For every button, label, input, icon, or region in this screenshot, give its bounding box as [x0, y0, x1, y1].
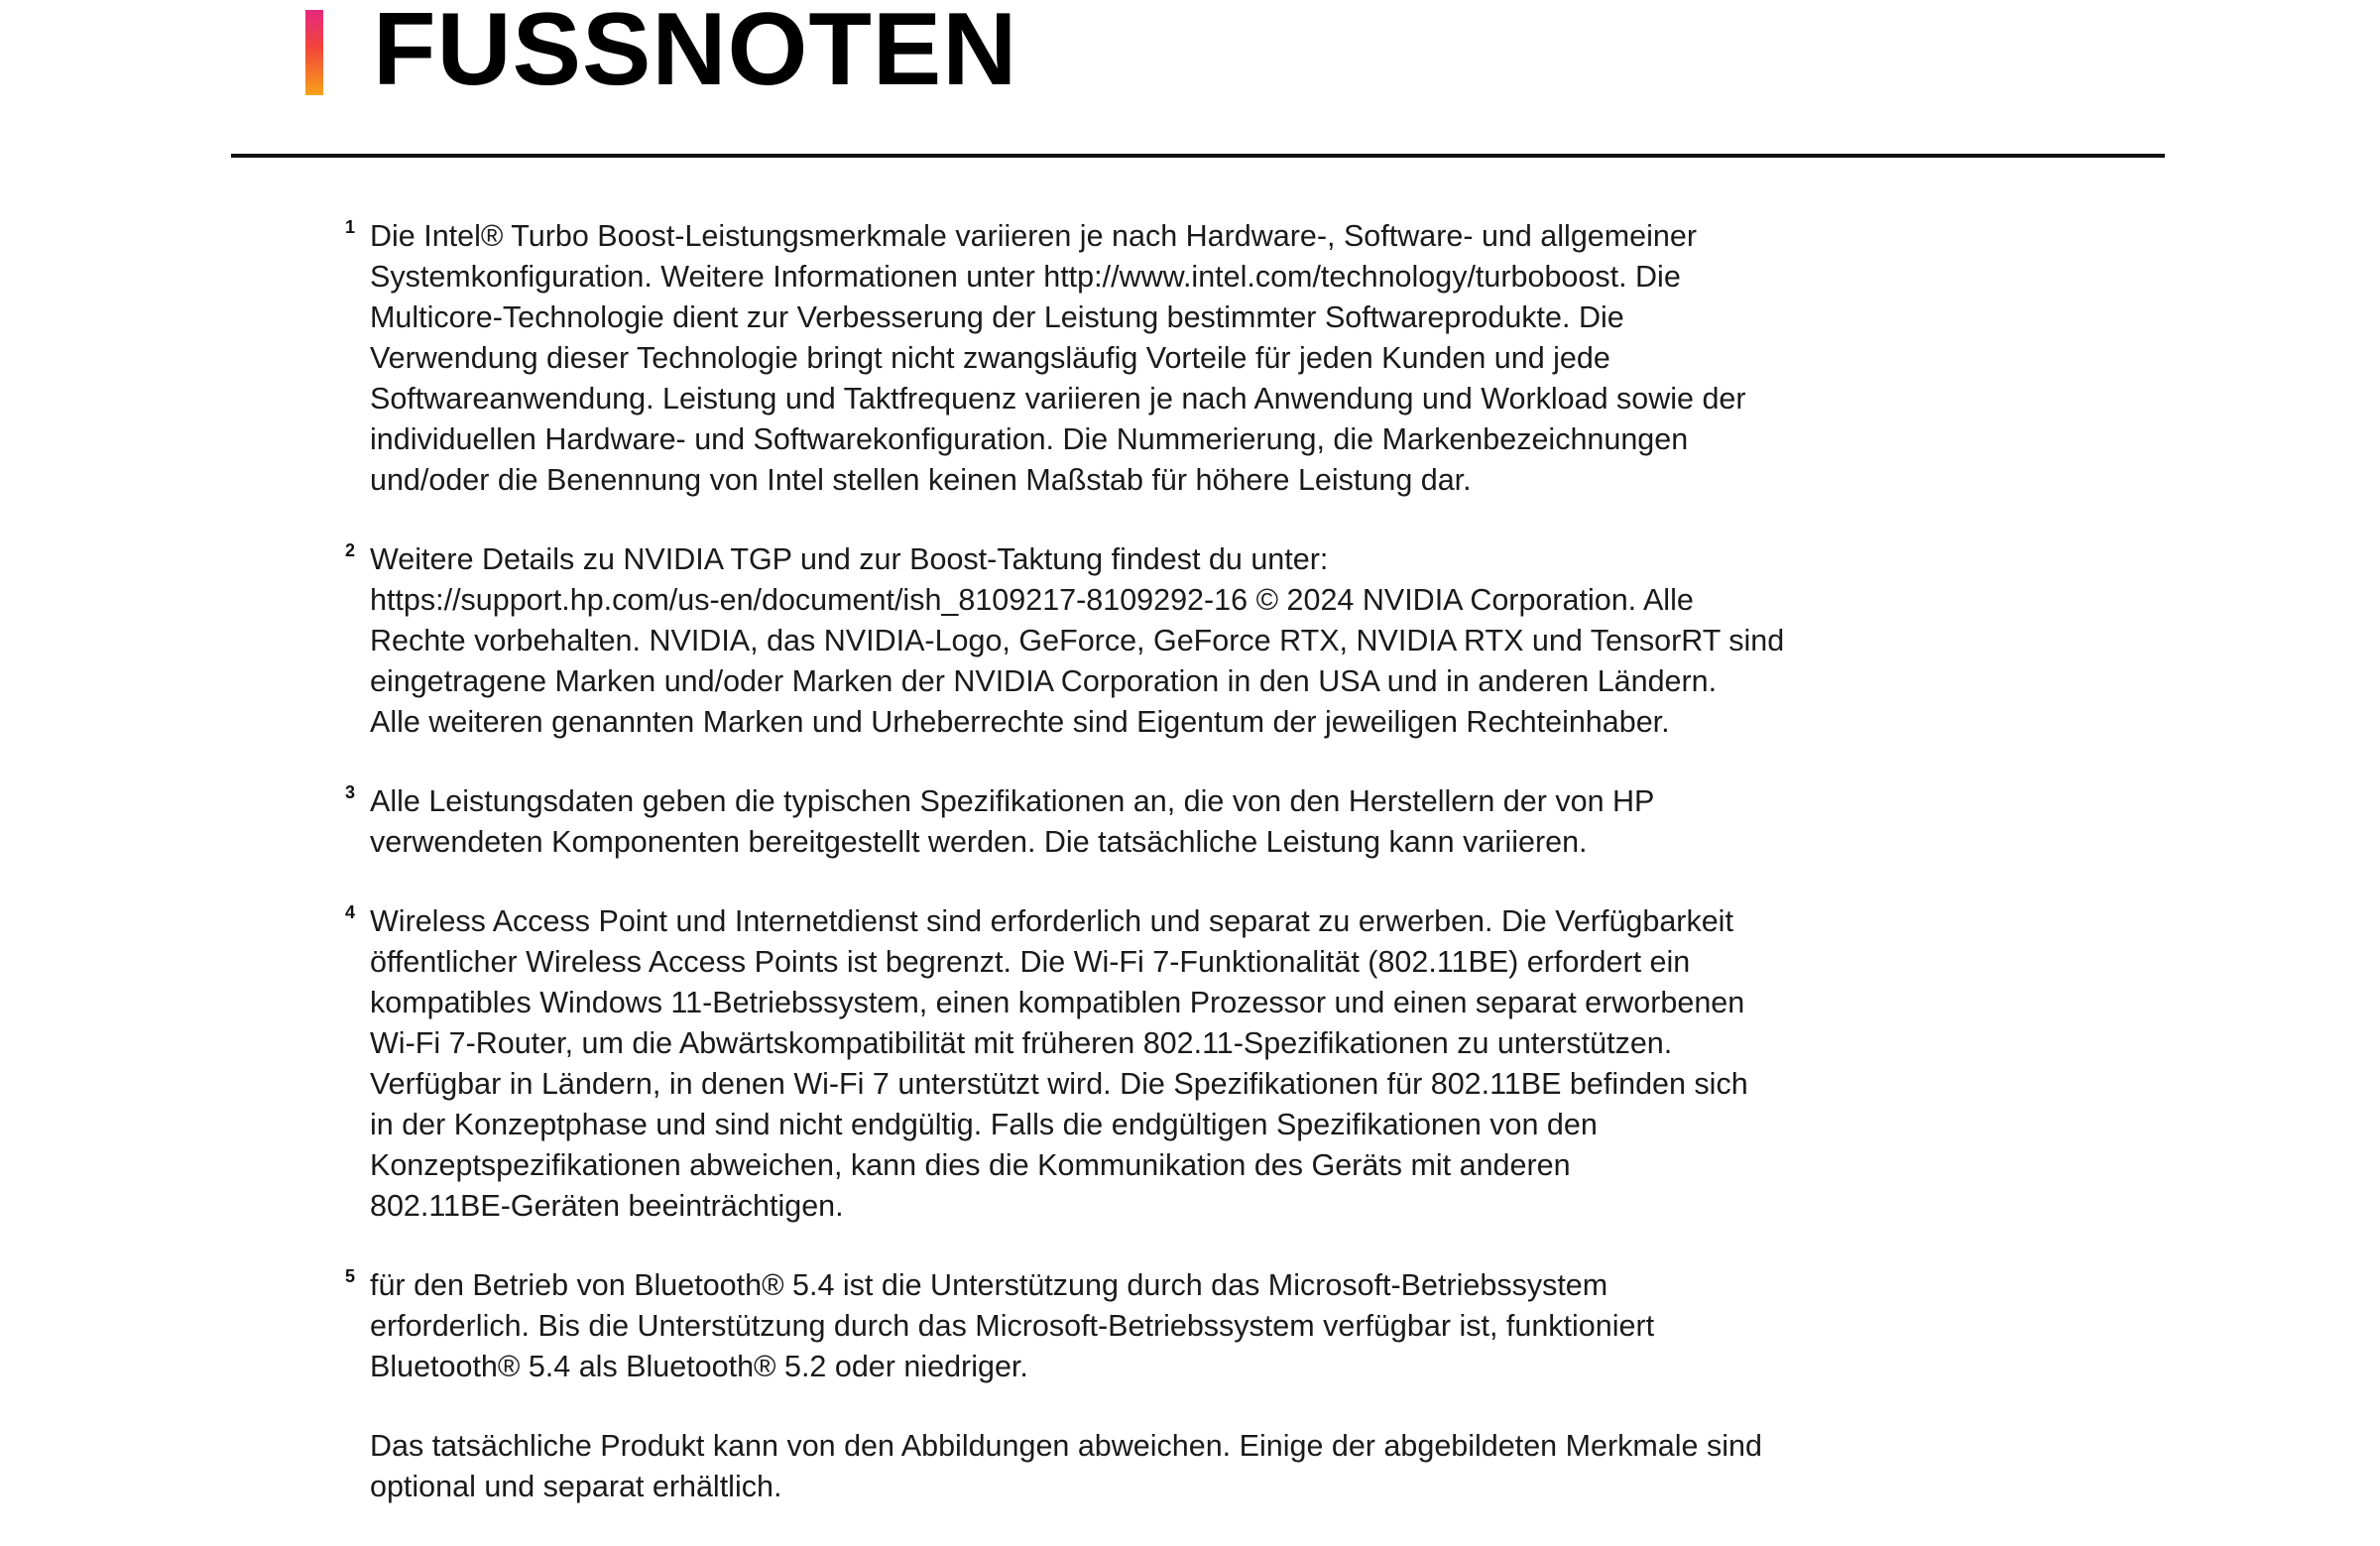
- footnote-marker: 1: [345, 217, 356, 237]
- disclaimer-note: [345, 1426, 2011, 1507]
- footnote-2: [345, 539, 2011, 743]
- accent-bar: [305, 10, 323, 95]
- footnote-text: Alle Leistungsdaten geben die typischen Spezifikationen an, die von den Herstellern der von HP verwendeten Komponenten bereitgestellt werden. Die tatsächliche Leistung kann variieren.: [370, 784, 1655, 859]
- footnote-text: Die Intel® Turbo Boost-Leistungsmerkmale variieren je nach Hardware-, Software- und allgemeiner Systemkonfiguration. Weitere Informationen unter http://www.intel.com/technology/turboboost. Die Multicore-Technologie dient zur Verbesserung der Leistung bestimmter Softwareprodukte. Die Verwendung dieser Technologie bringt nicht zwangsläufig Vorteile für jeden Kunden und jede Softwareanwendung. Leistung und Taktfrequenz variieren je nach Anwendung und Workload sowie der individuellen Hardware- und Softwarekonfiguration. Die Nummerierung, die Markenbezeichnungen und/oder die Benennung von Intel stellen keinen Maßstab für höhere Leistung dar.: [370, 219, 1746, 497]
- footnote-4: [345, 901, 2011, 1227]
- page-header: [305, 0, 1018, 107]
- footnote-text: Wireless Access Point und Internetdienst sind erforderlich und separat zu erwerben. Die Verfügbarkeit öffentlicher Wireless Access Points ist begrenzt. Die Wi-Fi 7-Funktionalität (802.11BE) erfordert ein kompatibles Windows 11-Betriebssystem, einen kompatiblen Prozessor und einen separat erworbenen Wi-Fi 7-Router, um die Abwärtskompatibilität mit früheren 802.11-Spezifikationen zu unterstützen. Verfügbar in Ländern, in denen Wi-Fi 7 unterstützt wird. Die Spezifikationen für 802.11BE befinden sich in der Konzeptphase und sind nicht endgültig. Falls die endgültigen Spezifikationen von den Konzeptspezifikationen abweichen, kann dies die Kommunikation des Geräts mit anderen 802.11BE-Geräten beeinträchtigen.: [370, 904, 1748, 1223]
- footnote-marker: 3: [345, 782, 356, 802]
- footnote-marker: 4: [345, 902, 356, 922]
- header-divider: [231, 154, 2165, 158]
- disclaimer-text: Das tatsächliche Produkt kann von den Abbildungen abweichen. Einige der abgebildeten Merkmale sind optional und separat erhältlich.: [370, 1429, 1762, 1503]
- footnote-3: [345, 781, 2011, 863]
- footnote-marker: 2: [345, 540, 356, 560]
- page-title: FUSSNOTEN: [373, 0, 1018, 107]
- footnote-text: für den Betrieb von Bluetooth® 5.4 ist die Unterstützung durch das Microsoft-Betriebssystem erforderlich. Bis die Unterstützung durch das Microsoft-Betriebssystem verfügbar ist, funktioniert Bluetooth® 5.4 als Bluetooth® 5.2 oder niedriger.: [370, 1268, 1655, 1383]
- footnotes-list: [345, 216, 2011, 1546]
- footnote-text: Weitere Details zu NVIDIA TGP und zur Boost-Taktung findest du unter: https://support.hp.com/us-en/document/ish_8109217-8109292-16 © 2024 NVIDIA Corporation. Alle Rechte vorbehalten. NVIDIA, das NVIDIA-Logo, GeForce, GeForce RTX, NVIDIA RTX und TensorRT sind eingetragene Marken und/oder Marken der NVIDIA Corporation in den USA und in anderen Ländern. Alle weiteren genannten Marken und Urheberrechte sind Eigentum der jeweiligen Rechteinhaber.: [370, 542, 1785, 739]
- footnote-marker: 5: [345, 1266, 356, 1286]
- footnote-5: [345, 1265, 2011, 1387]
- footnote-1: [345, 216, 2011, 501]
